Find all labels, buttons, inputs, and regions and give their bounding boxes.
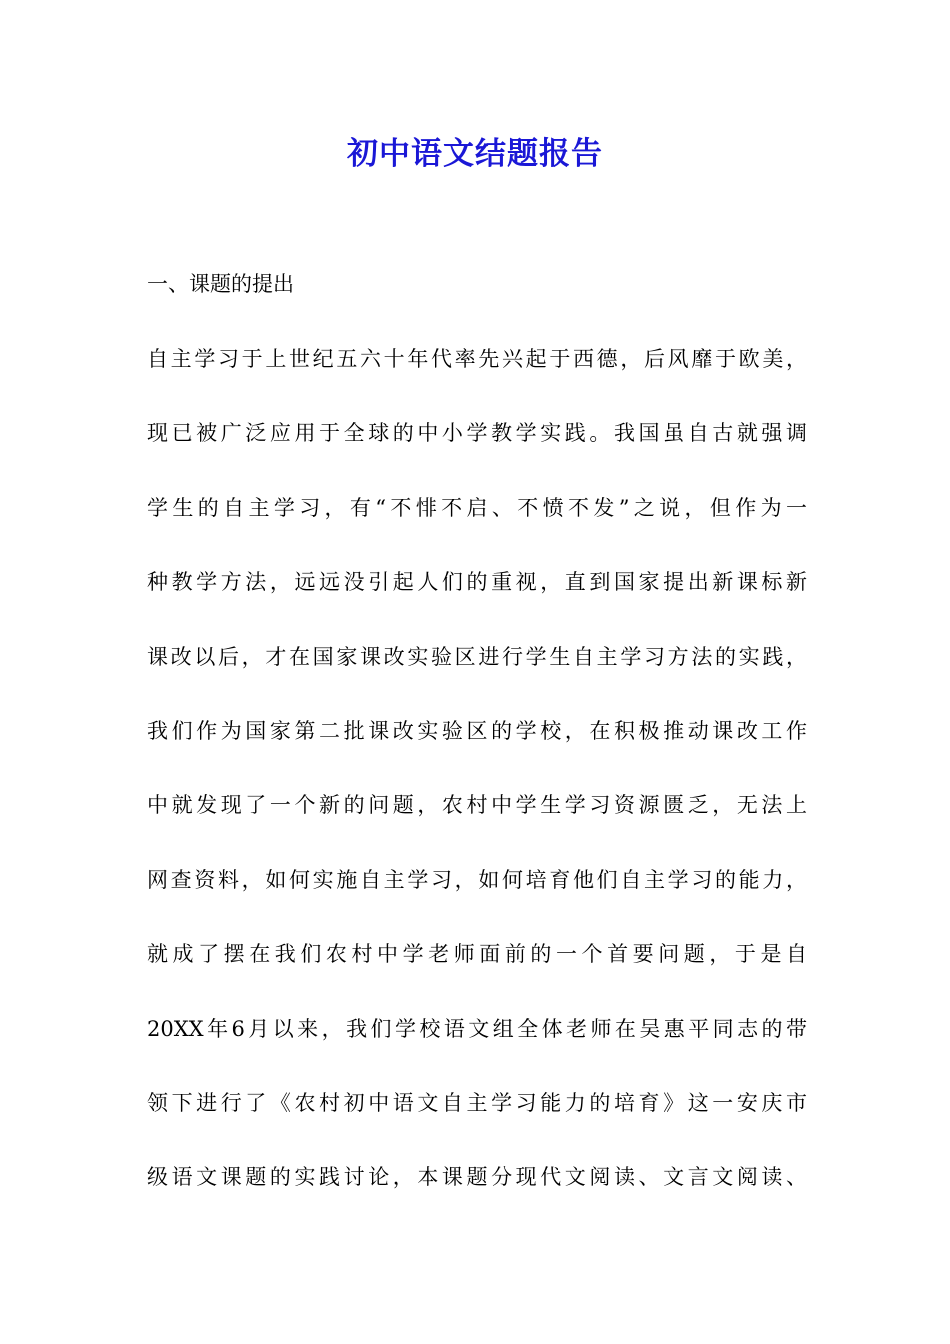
text-line: 课改以后，才在国家课改实验区进行学生自主学习方法的实践，: [147, 644, 807, 669]
text-line: 我们作为国家第二批课改实验区的学校，在积极推动课改工作: [147, 718, 807, 743]
text-line: 级语文课题的实践讨论，本课题分现代文阅读、文言文阅读、: [147, 1165, 807, 1190]
document-title: 初中语文结题报告: [347, 136, 603, 172]
text-line: 学生的自主学习，有“不悱不启、不愤不发”之说，但作为一: [147, 495, 807, 520]
text-line: 中就发现了一个新的问题，农村中学生学习资源匮乏，无法上: [147, 793, 807, 818]
text-line: 领下进行了《农村初中语文自主学习能力的培育》这一安庆市: [147, 1090, 807, 1115]
text-line: 就成了摆在我们农村中学老师面前的一个首要问题，于是自: [147, 942, 807, 967]
text-line: 自主学习于上世纪五六十年代率先兴起于西德，后风靡于欧美，: [147, 347, 807, 371]
text-line: 网查资料，如何实施自主学习，如何培育他们自主学习的能力，: [147, 867, 807, 892]
text-line: 种教学方法，远远没引起人们的重视，直到国家提出新课标新: [147, 570, 807, 595]
body-paragraph: [147, 336, 807, 1229]
text-line: 20XX年6月以来，我们学校语文组全体老师在吴惠平同志的带: [147, 1016, 807, 1041]
section-heading: 一、课题的提出: [147, 272, 294, 296]
text-line: 现已被广泛应用于全球的中小学教学实践。我国虽自古就强调: [147, 421, 807, 446]
